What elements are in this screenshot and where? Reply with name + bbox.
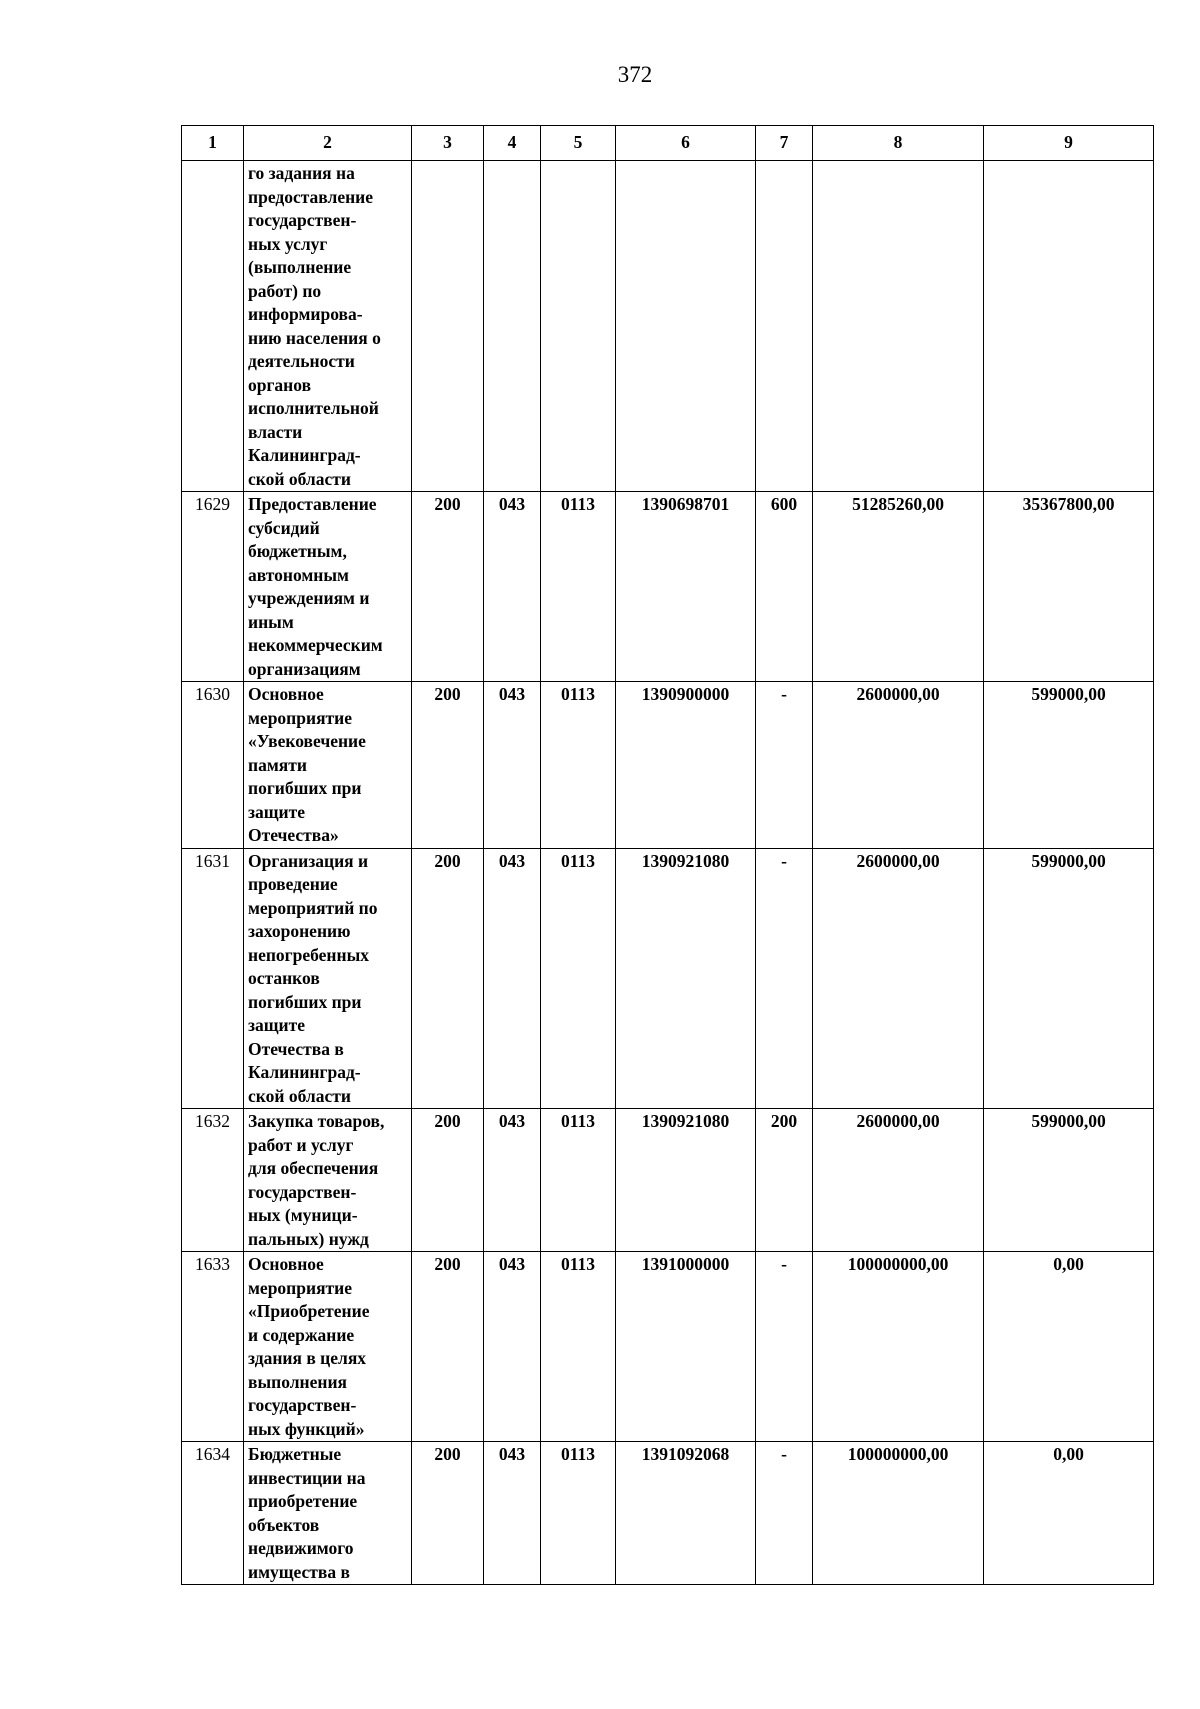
row-description — [244, 161, 412, 492]
description-line: нию населения о — [248, 327, 381, 348]
description-line: погибших при — [248, 991, 362, 1012]
kind-code-cell: 043 — [484, 1109, 541, 1252]
description-line: ской области — [248, 1085, 351, 1106]
row-number: 1631 — [182, 848, 244, 1109]
target-article-cell: 1391000000 — [616, 1252, 756, 1442]
description-line: непогребенных — [248, 944, 369, 965]
amount-cell: 0,00 — [984, 1252, 1154, 1442]
amount-cell: 100000000,00 — [813, 1252, 984, 1442]
column-header: 4 — [484, 126, 541, 161]
amount-cell: 2600000,00 — [813, 848, 984, 1109]
section-code-cell: 0113 — [541, 1109, 616, 1252]
description-line: и содержание — [248, 1324, 355, 1345]
description-line: мероприятие — [248, 1277, 352, 1298]
description-line: предоставление — [248, 186, 374, 207]
kind-code-cell: 043 — [484, 1252, 541, 1442]
column-header: 6 — [616, 126, 756, 161]
description-line: приобретение — [248, 1491, 358, 1511]
description-line: бюджетным, — [248, 541, 347, 561]
description-line: некоммерческим — [248, 635, 383, 655]
amount-cell — [984, 161, 1154, 492]
description-line: субсидий — [248, 517, 320, 538]
description-line: проведение — [248, 874, 338, 894]
description-line: «Приобретение — [248, 1301, 370, 1321]
description-line: захоронению — [248, 921, 351, 941]
description-line: автономным — [248, 564, 349, 585]
description-line: Предоставление — [248, 494, 377, 514]
amount-cell: 599000,00 — [984, 1109, 1154, 1252]
description-line: ных функций» — [248, 1418, 365, 1439]
description-line: ных услуг — [248, 233, 328, 254]
description-line: исполнительной — [248, 398, 379, 418]
description-line: Калининград- — [248, 445, 361, 465]
row-number: 1633 — [182, 1252, 244, 1442]
row-number: 1632 — [182, 1109, 244, 1252]
ministry-code-cell: 200 — [412, 1252, 484, 1442]
row-description — [244, 1252, 412, 1442]
description-line: Основное — [248, 684, 324, 704]
expense-type-cell: - — [756, 682, 813, 849]
target-article-cell: 1390900000 — [616, 682, 756, 849]
description-line: останков — [248, 968, 320, 988]
column-header: 2 — [244, 126, 412, 161]
column-header: 5 — [541, 126, 616, 161]
description-line: Организация и — [248, 850, 369, 871]
kind-code-cell — [484, 161, 541, 492]
target-article-cell: 1390698701 — [616, 492, 756, 682]
amount-cell: 599000,00 — [984, 682, 1154, 849]
description-line: объектов — [248, 1514, 320, 1535]
target-article-cell: 1390921080 — [616, 848, 756, 1109]
description-line: работ и услуг — [248, 1134, 354, 1155]
description-line: выполнения — [248, 1371, 348, 1392]
row-description — [244, 1442, 412, 1585]
column-header: 3 — [412, 126, 484, 161]
page-number: 372 — [617, 62, 653, 87]
expense-type-cell: - — [756, 848, 813, 1109]
description-line: работ) по — [248, 280, 322, 301]
expense-type-cell — [756, 161, 813, 492]
description-line: памяти — [248, 754, 307, 775]
description-line: органов — [248, 374, 312, 395]
description-line: инвестиции на — [248, 1467, 366, 1488]
table-row — [182, 161, 1154, 492]
kind-code-cell: 043 — [484, 682, 541, 849]
description-line: мероприятие — [248, 707, 352, 728]
ministry-code-cell: 200 — [412, 1109, 484, 1252]
table-row — [182, 682, 1154, 849]
description-line: информирова- — [248, 304, 363, 324]
table-row — [182, 492, 1154, 682]
section-code-cell: 0113 — [541, 682, 616, 849]
description-line: Бюджетные — [248, 1444, 342, 1464]
ministry-code-cell — [412, 161, 484, 492]
kind-code-cell: 043 — [484, 848, 541, 1109]
target-article-cell — [616, 161, 756, 492]
description-line: Калининград- — [248, 1062, 361, 1082]
table-row — [182, 1442, 1154, 1585]
description-line: ской области — [248, 468, 351, 489]
section-code-cell — [541, 161, 616, 492]
kind-code-cell: 043 — [484, 492, 541, 682]
description-line: деятельности — [248, 351, 355, 371]
amount-cell: 0,00 — [984, 1442, 1154, 1585]
description-line: Отечества» — [248, 825, 339, 845]
column-header: 7 — [756, 126, 813, 161]
table-body — [182, 161, 1154, 1585]
description-line: го задания на — [248, 163, 355, 183]
description-line: погибших при — [248, 778, 362, 798]
description-line: (выполнение — [248, 257, 352, 277]
ministry-code-cell: 200 — [412, 682, 484, 849]
description-line: государствен- — [248, 1181, 357, 1202]
amount-cell: 100000000,00 — [813, 1442, 984, 1585]
amount-cell: 599000,00 — [984, 848, 1154, 1109]
description-line: мероприятий по — [248, 897, 378, 918]
section-code-cell: 0113 — [541, 848, 616, 1109]
target-article-cell: 1390921080 — [616, 1109, 756, 1252]
row-description — [244, 682, 412, 849]
ministry-code-cell: 200 — [412, 848, 484, 1109]
table-row — [182, 848, 1154, 1109]
description-line: Основное — [248, 1254, 324, 1274]
amount-cell: 2600000,00 — [813, 1109, 984, 1252]
description-line: недвижимого — [248, 1538, 354, 1558]
description-line: здания в целях — [248, 1348, 367, 1368]
row-number — [182, 161, 244, 492]
amount-cell — [813, 161, 984, 492]
column-header: 1 — [182, 126, 244, 161]
column-header: 9 — [984, 126, 1154, 161]
amount-cell: 51285260,00 — [813, 492, 984, 682]
column-header: 8 — [813, 126, 984, 161]
section-code-cell: 0113 — [541, 1252, 616, 1442]
description-line: государствен- — [248, 1395, 357, 1415]
kind-code-cell: 043 — [484, 1442, 541, 1585]
description-line: учреждениям и — [248, 588, 370, 608]
section-code-cell: 0113 — [541, 1442, 616, 1585]
description-line: защите — [248, 1015, 306, 1035]
description-line: для обеспечения — [248, 1158, 379, 1178]
description-line: иным — [248, 611, 294, 632]
row-description — [244, 1109, 412, 1252]
amount-cell: 35367800,00 — [984, 492, 1154, 682]
row-description — [244, 492, 412, 682]
row-description — [244, 848, 412, 1109]
expense-type-cell: - — [756, 1252, 813, 1442]
amount-cell: 2600000,00 — [813, 682, 984, 849]
description-line: «Увековечение — [248, 731, 366, 751]
description-line: организациям — [248, 658, 361, 679]
budget-table — [181, 125, 1154, 1585]
description-line: государствен- — [248, 210, 357, 230]
description-line: защите — [248, 801, 306, 822]
expense-type-cell: 200 — [756, 1109, 813, 1252]
description-line: пальных) нужд — [248, 1228, 369, 1249]
description-line: Отечества в — [248, 1038, 344, 1059]
row-number: 1634 — [182, 1442, 244, 1585]
expense-type-cell: 600 — [756, 492, 813, 682]
description-line: ных (муници- — [248, 1205, 358, 1225]
table-row — [182, 1252, 1154, 1442]
table-header-row — [182, 126, 1154, 161]
row-number: 1630 — [182, 682, 244, 849]
target-article-cell: 1391092068 — [616, 1442, 756, 1585]
description-line: имущества в — [248, 1561, 350, 1582]
ministry-code-cell: 200 — [412, 1442, 484, 1585]
description-line: власти — [248, 421, 303, 442]
section-code-cell: 0113 — [541, 492, 616, 682]
row-number: 1629 — [182, 492, 244, 682]
ministry-code-cell: 200 — [412, 492, 484, 682]
expense-type-cell: - — [756, 1442, 813, 1585]
table-row — [182, 1109, 1154, 1252]
description-line: Закупка товаров, — [248, 1111, 385, 1131]
